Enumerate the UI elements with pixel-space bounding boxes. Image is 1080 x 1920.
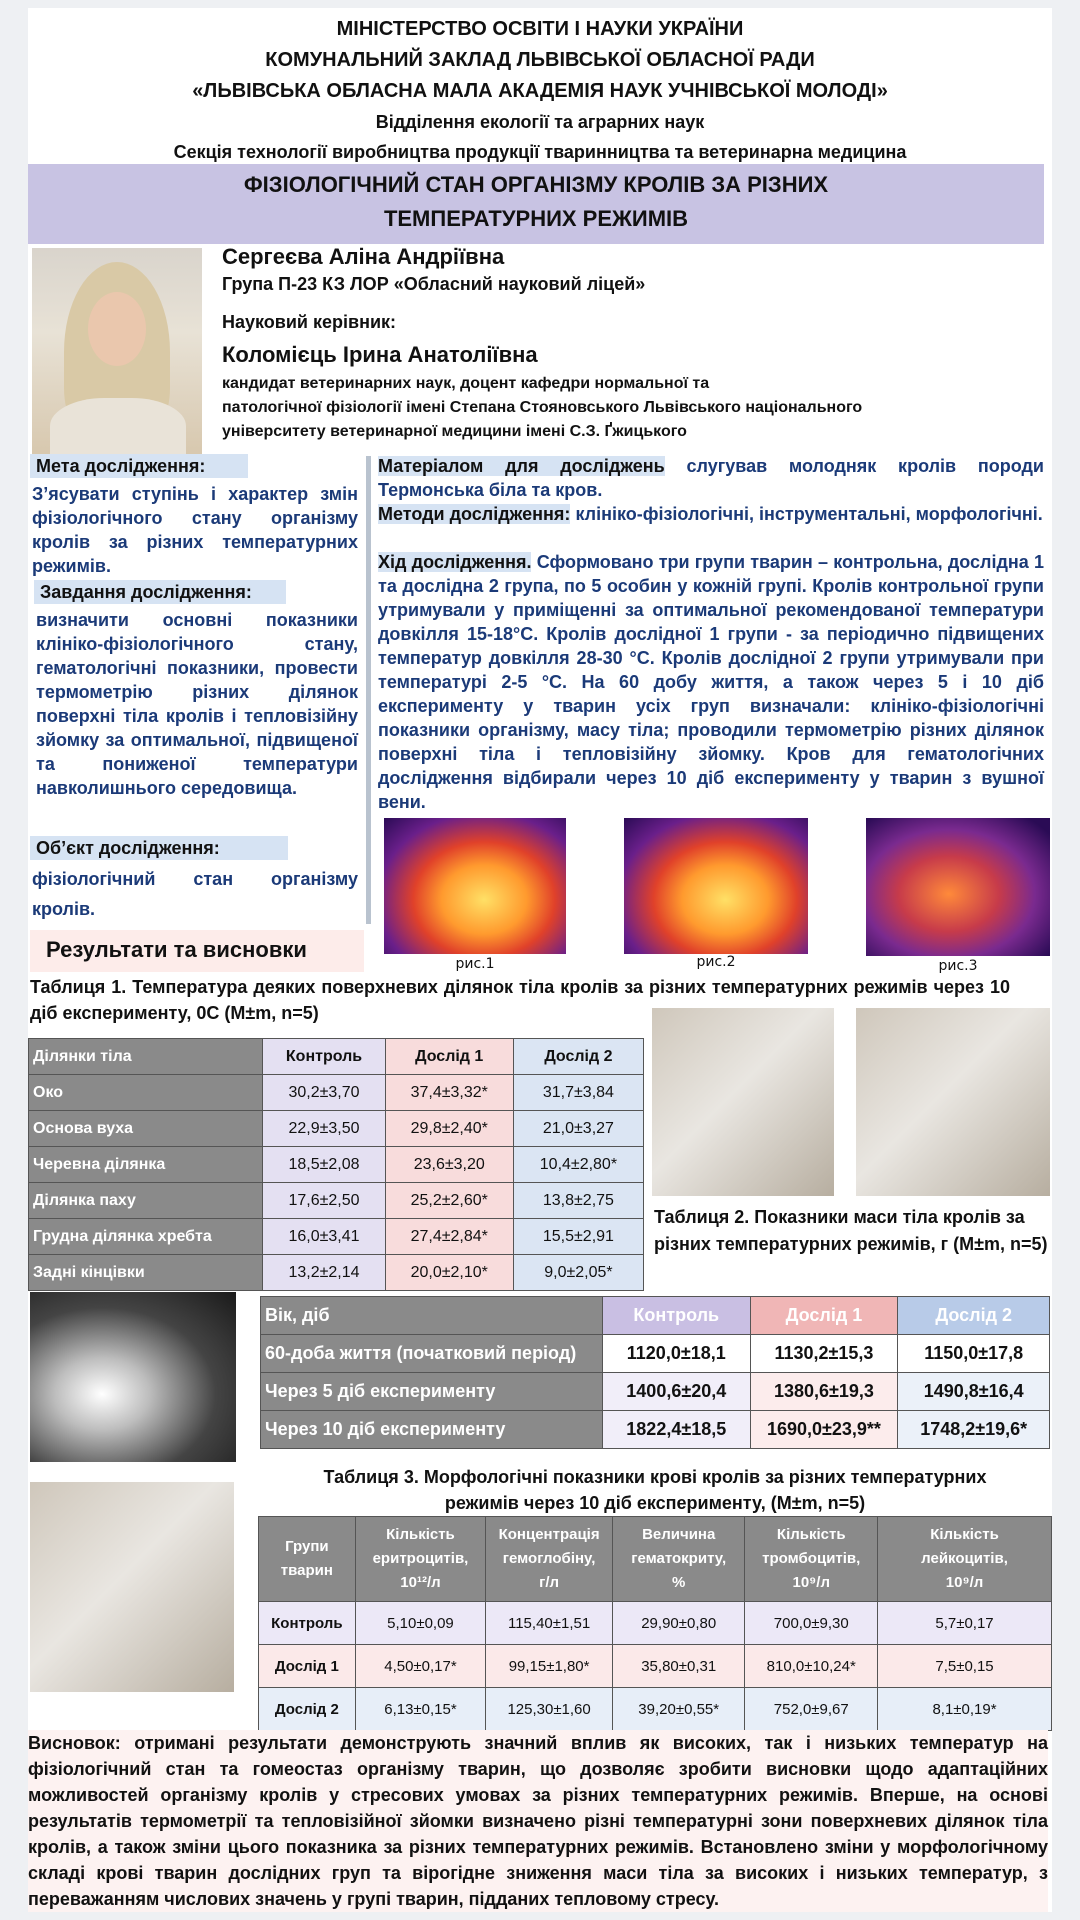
- table1-header-cell: Ділянки тіла: [29, 1039, 263, 1075]
- table1-cell: 20,0±2,10*: [385, 1255, 513, 1291]
- table3-cell: Дослід 2: [259, 1688, 356, 1731]
- table3-cell: 99,15±1,80*: [486, 1645, 613, 1688]
- table3-header-cell: Концентрація гемоглобіну, г/л: [486, 1517, 613, 1602]
- table3-cell: 7,5±0,15: [878, 1645, 1052, 1688]
- conclusion-text: Висновок: отримані результати демонструють значний вплив як високих, так і низьких температур на фізіологічний стан та гомеостаз організму тварин, що дозволяє зробити висновки щодо адаптаційних можливостей організму кролів у стресових умовах за різних температурних режимів. Вперше, на основі результатів термометрії та тепловізійної зйомки визначено різні температурні зони поверхневих ділянок тіла кролів, а також зміни цього показника за різних температурних режимів. Встановлено зміни у морфологічному складі крові тварин дослідних груп та вірогідне зниження маси тіла за високих і низьких температур, з переважанням числових значень у групі тварин, підданих тепловому стресу.: [28, 1730, 1048, 1912]
- table1-cell: 18,5±2,08: [263, 1147, 385, 1183]
- table2-header-cell: Дослід 2: [898, 1297, 1050, 1335]
- material-label: Матеріалом для досліджень: [378, 456, 665, 476]
- table1-cell: 17,6±2,50: [263, 1183, 385, 1219]
- table-row: [29, 1075, 644, 1111]
- table2-cell: 1490,8±16,4: [898, 1373, 1050, 1411]
- table3-cell: 5,7±0,17: [878, 1602, 1052, 1645]
- table1-cell: Око: [29, 1075, 263, 1111]
- table-row: [261, 1373, 1050, 1411]
- methods-label: Методи дослідження:: [378, 504, 571, 524]
- table2-cell: 1400,6±20,4: [603, 1373, 750, 1411]
- blood-sampling-photo: [30, 1482, 234, 1692]
- table3-header-cell: Кількість еритроцитів, 10¹²/л: [355, 1517, 486, 1602]
- table1-header-cell: Дослід 2: [513, 1039, 643, 1075]
- table3-cell: 115,40±1,51: [486, 1602, 613, 1645]
- table1-cell: Ділянка паху: [29, 1183, 263, 1219]
- course-label: Хід дослідження.: [378, 552, 532, 572]
- poster-title: [28, 168, 1044, 236]
- methods-text: клініко-фізіологічні, інструментальні, морфологічні.: [570, 504, 1043, 524]
- table1-cell: 15,5±2,91: [513, 1219, 643, 1255]
- table1-cell: 23,6±3,20: [385, 1147, 513, 1183]
- table3-cell: 35,80±0,31: [612, 1645, 745, 1688]
- table2-header-cell: Контроль: [603, 1297, 750, 1335]
- table3-cell: 4,50±0,17*: [355, 1645, 486, 1688]
- table1-cell: 16,0±3,41: [263, 1219, 385, 1255]
- table1-cell: 37,4±3,32*: [385, 1075, 513, 1111]
- aim-text: З’ясувати ступінь і характер змін фізіологічного стану організму кролів за різних температурних режимів.: [32, 484, 358, 576]
- lab-photo-2: [856, 1008, 1050, 1196]
- table2-cell: 1130,2±15,3: [750, 1335, 898, 1373]
- table1-cell: 22,9±3,50: [263, 1111, 385, 1147]
- table1-cell: 30,2±3,70: [263, 1075, 385, 1111]
- table3: [258, 1516, 1052, 1731]
- table1: [28, 1038, 644, 1291]
- author-group: Група П-23 КЗ ЛОР «Обласний науковий ліцей»: [222, 274, 646, 294]
- table3-cell: 29,90±0,80: [612, 1602, 745, 1645]
- table3-header-cell: Кількість тромбоцитів, 10⁹/л: [745, 1517, 878, 1602]
- table1-cell: Основа вуха: [29, 1111, 263, 1147]
- table1-cell: 29,8±2,40*: [385, 1111, 513, 1147]
- header-line-3: «ЛЬВІВСЬКА ОБЛАСНА МАЛА АКАДЕМІЯ НАУК УЧНІВСЬКОЇ МОЛОДІ»: [192, 80, 888, 102]
- table1-caption: Таблиця 1. Температура деяких поверхневих ділянок тіла кролів за різних температурних режимів через 10 діб експерименту, 0С (M±m, n=5): [30, 977, 1010, 1023]
- table2-cell: 1690,0±23,9**: [750, 1411, 898, 1449]
- table1-header-cell: Дослід 1: [385, 1039, 513, 1075]
- supervisor-name: Коломієць Ірина Анатоліївна: [222, 342, 538, 367]
- table1-cell: 9,0±2,05*: [513, 1255, 643, 1291]
- header-line-4: Відділення екології та аграрних наук: [375, 112, 705, 132]
- table2-cell: Через 10 діб експерименту: [261, 1411, 603, 1449]
- material-text: слугував молодняк кролів породи Термонська біла та кров.: [378, 456, 1044, 500]
- table3-caption-line-1: Таблиця 3. Морфологічні показники крові кролів за різних температурних: [323, 1467, 987, 1487]
- table3-cell: 8,1±0,19*: [878, 1688, 1052, 1731]
- table-row: [261, 1411, 1050, 1449]
- table2-header-cell: Вік, діб: [261, 1297, 603, 1335]
- title-line-1: ФІЗІОЛОГІЧНИЙ СТАН ОРГАНІЗМУ КРОЛІВ ЗА РІЗНИХ: [243, 172, 829, 197]
- table1-cell: 31,7±3,84: [513, 1075, 643, 1111]
- header-line-1: МІНІСТЕРСТВО ОСВІТИ І НАУКИ УКРАЇНИ: [336, 18, 744, 40]
- table2-cell: 1748,2±19,6*: [898, 1411, 1050, 1449]
- title-line-2: ТЕМПЕРАТУРНИХ РЕЖИМІВ: [383, 206, 689, 231]
- author-name: Сергеєва Аліна Андріївна: [222, 244, 505, 269]
- table1-header-cell: Контроль: [263, 1039, 385, 1075]
- table-row: [259, 1645, 1052, 1688]
- table2-cell: Через 5 діб експерименту: [261, 1373, 603, 1411]
- supervisor-line-3: університету ветеринарної медицини імені С.З. Ґжицького: [222, 423, 687, 440]
- supervisor-line-2: патологічної фізіології імені Степана Стояновського Львівського національного: [222, 399, 863, 416]
- table2: [260, 1296, 1050, 1449]
- table2-cell: 1380,6±19,3: [750, 1373, 898, 1411]
- fig3-caption: рис.3: [938, 958, 978, 974]
- table3-header-cell: Групи тварин: [259, 1517, 356, 1602]
- table1-header-row: [29, 1039, 644, 1075]
- table3-cell: 752,0±9,67: [745, 1688, 878, 1731]
- table-row: [261, 1335, 1050, 1373]
- table-row: [29, 1147, 644, 1183]
- column-divider: [366, 456, 371, 924]
- table3-cell: 125,30±1,60: [486, 1688, 613, 1731]
- methods-paragraph: [378, 502, 1044, 526]
- table2-cell: 1120,0±18,1: [603, 1335, 750, 1373]
- table1-cell: 13,2±2,14: [263, 1255, 385, 1291]
- table1-cell: Черевна ділянка: [29, 1147, 263, 1183]
- table-row: [29, 1111, 644, 1147]
- table3-header-cell: Величина гематокриту, %: [612, 1517, 745, 1602]
- table-row: [29, 1255, 644, 1291]
- table3-header-row: [259, 1517, 1052, 1602]
- thermal-image-1: [384, 818, 566, 954]
- table2-caption: Таблиця 2. Показники маси тіла кролів за різних температурних режимів, г (M±m, n=5): [654, 1207, 1048, 1254]
- author-photo: [32, 248, 202, 458]
- results-heading: Результати та висновки: [30, 930, 364, 972]
- table1-cell: 21,0±3,27: [513, 1111, 643, 1147]
- table3-cell: 39,20±0,55*: [612, 1688, 745, 1731]
- table3-cell: Дослід 1: [259, 1645, 356, 1688]
- table2-header-row: [261, 1297, 1050, 1335]
- table1-cell: 27,4±2,84*: [385, 1219, 513, 1255]
- thermal-photo-bw: [30, 1292, 236, 1462]
- header-line-2: КОМУНАЛЬНИЙ ЗАКЛАД ЛЬВІВСЬКОЇ ОБЛАСНОЇ РАДИ: [265, 49, 815, 71]
- table3-header-cell: Кількість лейкоцитів, 10⁹/л: [878, 1517, 1052, 1602]
- table2-header-cell: Дослід 1: [750, 1297, 898, 1335]
- object-text: фізіологічний стан організму кролів.: [32, 869, 358, 919]
- thermal-image-2: [624, 818, 808, 954]
- table3-cell: 6,13±0,15*: [355, 1688, 486, 1731]
- table2-cell: 1150,0±17,8: [898, 1335, 1050, 1373]
- table1-cell: Грудна ділянка хребта: [29, 1219, 263, 1255]
- fig2-caption: рис.2: [696, 954, 736, 970]
- aim-label: Мета дослідження:: [30, 454, 248, 478]
- poster: [28, 8, 1052, 1912]
- table2-cell: 1822,4±18,5: [603, 1411, 750, 1449]
- table-row: [259, 1688, 1052, 1731]
- supervisor-label: Науковий керівник:: [222, 312, 397, 332]
- course-paragraph: [378, 550, 1044, 814]
- thermal-image-3: [866, 818, 1050, 956]
- lab-photo-1: [652, 1008, 834, 1196]
- material-paragraph: [378, 454, 1044, 502]
- supervisor-line-1: кандидат ветеринарних наук, доцент кафедри нормальної та: [222, 375, 710, 392]
- table3-cell: 810,0±10,24*: [745, 1645, 878, 1688]
- course-text: Сформовано три групи тварин – контрольна, дослідна 1 та дослідна 2 група, по 5 особин у кожній групі. Кролів контрольної групи утримували у приміщенні за оптимальної рекомендованої температури довкілля 15-18°С. Кролів дослідної 1 групи - за періодично підвищених температур довкілля 28-30 °С. Кролів дослідної 2 групи утримували при температурі 2-5 °С. На 60 добу життя, а також через 5 і 10 діб експерименту у тварин усіх груп визначали: клініко-фізіологічні показники організму, масу тіла; проводили термометрію різних ділянок поверхні тіла і тепловізійну зйомку. Кров для гематологічних дослідження відбирали через 10 діб експерименту у тварин з вушної вени.: [378, 552, 1044, 812]
- object-label: Об’єкт дослідження:: [30, 836, 288, 860]
- table1-cell: 10,4±2,80*: [513, 1147, 643, 1183]
- table1-cell: Задні кінцівки: [29, 1255, 263, 1291]
- table2-cell: 60-доба життя (початковий період): [261, 1335, 603, 1373]
- table3-caption-line-2: режимів через 10 діб експерименту, (M±m, n=5): [444, 1493, 866, 1513]
- fig1-caption: рис.1: [455, 956, 495, 972]
- tasks-text: визначити основні показники клініко-фізіологічного стану, гематологічні показники, провести термометрію різних ділянок поверхні тіла кролів і тепловізійну зйомку за оптимальної, підвищеної та пониженої температури навколишнього середовища.: [36, 610, 358, 798]
- table1-cell: 13,8±2,75: [513, 1183, 643, 1219]
- table-row: [259, 1602, 1052, 1645]
- header-line-5: Секція технології виробництва продукції тваринництва та ветеринарна медицина: [173, 142, 907, 162]
- table3-cell: 5,10±0,09: [355, 1602, 486, 1645]
- tasks-label: Завдання дослідження:: [34, 580, 286, 604]
- table3-cell: Контроль: [259, 1602, 356, 1645]
- table3-cell: 700,0±9,30: [745, 1602, 878, 1645]
- table-row: [29, 1219, 644, 1255]
- table1-cell: 25,2±2,60*: [385, 1183, 513, 1219]
- table-row: [29, 1183, 644, 1219]
